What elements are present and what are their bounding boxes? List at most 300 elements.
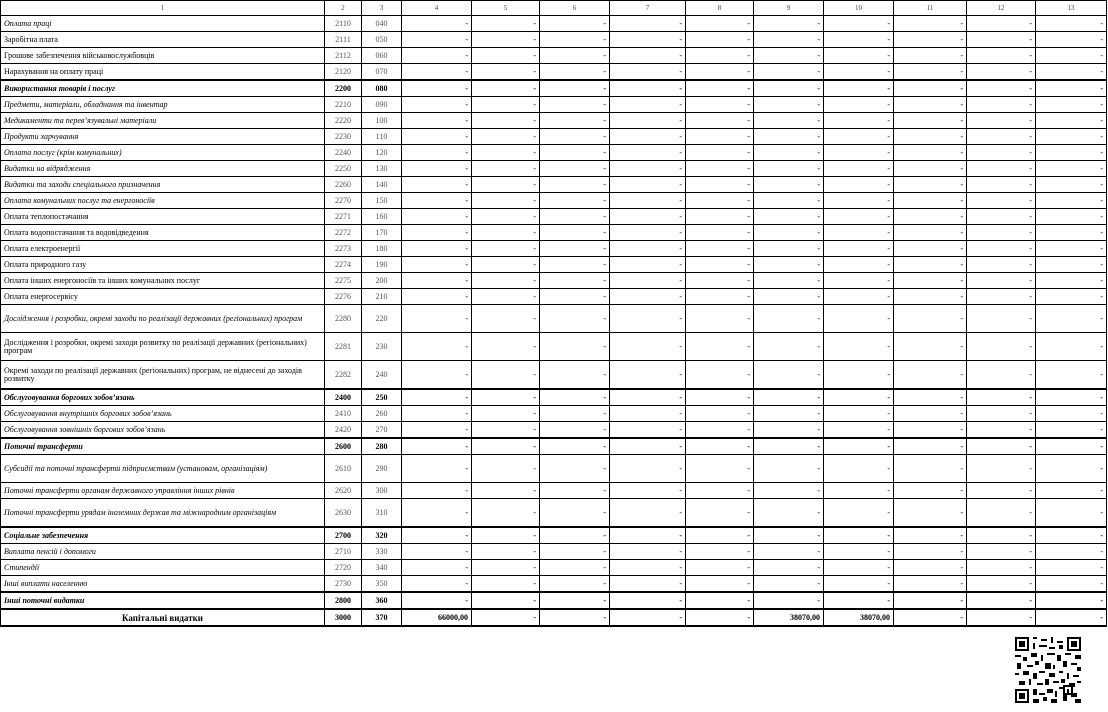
value-cell: - <box>824 527 894 544</box>
line-code: 230 <box>362 333 402 361</box>
value-cell: - <box>686 129 754 145</box>
value-cell: - <box>894 145 967 161</box>
value-cell: - <box>824 48 894 64</box>
value-cell: - <box>1036 32 1107 48</box>
line-code: 270 <box>362 422 402 439</box>
value-cell: - <box>402 499 472 528</box>
value-cell: - <box>686 422 754 439</box>
line-code: 040 <box>362 16 402 32</box>
table-row <box>1 483 1107 499</box>
value-cell: - <box>540 609 610 626</box>
value-cell: - <box>540 527 610 544</box>
value-cell: - <box>610 193 686 209</box>
value-cell: - <box>686 305 754 333</box>
value-cell: - <box>967 225 1036 241</box>
kekv-code: 2730 <box>325 576 362 593</box>
line-code: 110 <box>362 129 402 145</box>
value-cell: - <box>967 422 1036 439</box>
table-row <box>1 241 1107 257</box>
kekv-code: 2280 <box>325 305 362 333</box>
value-cell: - <box>754 592 824 609</box>
value-cell: - <box>402 527 472 544</box>
value-cell: - <box>1036 483 1107 499</box>
value-cell: - <box>754 305 824 333</box>
value-cell: - <box>472 406 540 422</box>
value-cell: - <box>540 64 610 81</box>
kekv-code: 2600 <box>325 438 362 455</box>
value-cell: - <box>754 544 824 560</box>
kekv-code: 2276 <box>325 289 362 305</box>
line-code: 150 <box>362 193 402 209</box>
line-code: 340 <box>362 560 402 576</box>
row-label: Продукти харчування <box>1 129 325 145</box>
value-cell: - <box>1036 193 1107 209</box>
value-cell: - <box>1036 64 1107 81</box>
value-cell: - <box>540 273 610 289</box>
value-cell: - <box>402 576 472 593</box>
row-label: Оплата послуг (крім комунальних) <box>1 145 325 161</box>
value-cell: - <box>540 333 610 361</box>
kekv-code: 2210 <box>325 97 362 113</box>
value-cell: - <box>967 483 1036 499</box>
value-cell: - <box>472 145 540 161</box>
value-cell: - <box>472 576 540 593</box>
table-row <box>1 225 1107 241</box>
value-cell: - <box>610 161 686 177</box>
column-number-8: 8 <box>686 1 754 16</box>
kekv-code: 2800 <box>325 592 362 609</box>
value-cell: - <box>686 32 754 48</box>
value-cell: - <box>967 499 1036 528</box>
kekv-code: 2710 <box>325 544 362 560</box>
value-cell: - <box>754 333 824 361</box>
value-cell: - <box>402 305 472 333</box>
value-cell: - <box>540 32 610 48</box>
value-cell: - <box>894 406 967 422</box>
value-cell: - <box>402 177 472 193</box>
value-cell: - <box>402 273 472 289</box>
value-cell: - <box>610 389 686 406</box>
value-cell: - <box>1036 177 1107 193</box>
value-cell: - <box>686 389 754 406</box>
value-cell: - <box>610 455 686 483</box>
value-cell: - <box>540 145 610 161</box>
row-label: Предмети, матеріали, обладнання та інвентар <box>1 97 325 113</box>
value-cell: - <box>610 225 686 241</box>
kekv-code: 2120 <box>325 64 362 81</box>
row-label: Грошове забезпечення військовослужбовців <box>1 48 325 64</box>
value-cell: - <box>1036 560 1107 576</box>
row-label: Нарахування на оплату праці <box>1 64 325 81</box>
value-cell: - <box>967 64 1036 81</box>
value-cell: - <box>754 16 824 32</box>
value-cell: - <box>824 177 894 193</box>
kekv-code: 2700 <box>325 527 362 544</box>
value-cell: - <box>967 177 1036 193</box>
row-label: Оплата теплопостачання <box>1 209 325 225</box>
column-number-10: 10 <box>824 1 894 16</box>
value-cell: - <box>402 64 472 81</box>
value-cell: - <box>894 257 967 273</box>
row-label: Поточні трансферти урядам іноземних держав та міжнародним організаціям <box>1 499 325 528</box>
column-number-5: 5 <box>472 1 540 16</box>
value-cell: - <box>540 225 610 241</box>
row-label: Обслуговування внутрішніх боргових зобов’язань <box>1 406 325 422</box>
line-code: 310 <box>362 499 402 528</box>
value-cell: - <box>824 361 894 390</box>
kekv-code: 2272 <box>325 225 362 241</box>
value-cell: - <box>472 209 540 225</box>
value-cell: - <box>894 333 967 361</box>
value-cell: - <box>754 527 824 544</box>
row-label: Заробітна плата <box>1 32 325 48</box>
kekv-code: 2275 <box>325 273 362 289</box>
value-cell: - <box>686 609 754 626</box>
line-code: 210 <box>362 289 402 305</box>
kekv-code: 2230 <box>325 129 362 145</box>
value-cell: - <box>894 241 967 257</box>
value-cell: - <box>610 241 686 257</box>
table-row <box>1 389 1107 406</box>
table-row <box>1 527 1107 544</box>
value-cell: - <box>1036 113 1107 129</box>
value-cell: - <box>472 64 540 81</box>
value-cell: - <box>472 32 540 48</box>
value-cell: - <box>610 305 686 333</box>
table-row <box>1 257 1107 273</box>
value-cell: - <box>754 161 824 177</box>
value-cell: - <box>402 209 472 225</box>
value-cell: - <box>754 225 824 241</box>
table-row <box>1 406 1107 422</box>
value-cell: - <box>540 576 610 593</box>
value-cell: - <box>1036 592 1107 609</box>
value-cell: - <box>754 241 824 257</box>
value-cell: - <box>686 16 754 32</box>
value-cell: - <box>402 544 472 560</box>
line-code: 220 <box>362 305 402 333</box>
value-cell: - <box>686 64 754 81</box>
value-cell: - <box>754 560 824 576</box>
value-cell: - <box>754 48 824 64</box>
row-label: Оплата інших енергоносіїв та інших комунальних послуг <box>1 273 325 289</box>
value-cell: - <box>1036 209 1107 225</box>
value-cell: - <box>686 527 754 544</box>
value-cell: - <box>824 406 894 422</box>
value-cell: - <box>686 273 754 289</box>
value-cell: - <box>754 499 824 528</box>
value-cell: 38070,00 <box>824 609 894 626</box>
value-cell: - <box>540 241 610 257</box>
value-cell: - <box>610 97 686 113</box>
value-cell: - <box>540 193 610 209</box>
value-cell: - <box>472 592 540 609</box>
value-cell: - <box>754 145 824 161</box>
value-cell: - <box>824 225 894 241</box>
value-cell: - <box>894 560 967 576</box>
line-code: 140 <box>362 177 402 193</box>
value-cell: - <box>472 177 540 193</box>
value-cell: - <box>967 389 1036 406</box>
value-cell: - <box>1036 48 1107 64</box>
value-cell: - <box>754 257 824 273</box>
value-cell: - <box>686 80 754 97</box>
value-cell: - <box>402 32 472 48</box>
value-cell: - <box>967 48 1036 64</box>
value-cell: - <box>1036 305 1107 333</box>
row-label: Інші виплати населенню <box>1 576 325 593</box>
value-cell: - <box>686 97 754 113</box>
value-cell: - <box>402 16 472 32</box>
value-cell: - <box>894 483 967 499</box>
value-cell: - <box>610 273 686 289</box>
table-row <box>1 32 1107 48</box>
value-cell: - <box>967 257 1036 273</box>
kekv-code: 2720 <box>325 560 362 576</box>
value-cell: - <box>1036 273 1107 289</box>
value-cell: - <box>472 560 540 576</box>
value-cell: - <box>894 209 967 225</box>
kekv-code: 2620 <box>325 483 362 499</box>
value-cell: - <box>967 241 1036 257</box>
value-cell: - <box>754 273 824 289</box>
value-cell: - <box>686 161 754 177</box>
line-code: 250 <box>362 389 402 406</box>
value-cell: - <box>686 193 754 209</box>
kekv-code: 2282 <box>325 361 362 390</box>
column-number-2: 2 <box>325 1 362 16</box>
value-cell: - <box>967 32 1036 48</box>
value-cell: - <box>610 333 686 361</box>
value-cell: - <box>472 389 540 406</box>
value-cell: - <box>824 161 894 177</box>
table-row <box>1 113 1107 129</box>
value-cell: - <box>894 80 967 97</box>
table-row <box>1 609 1107 626</box>
value-cell: - <box>472 544 540 560</box>
value-cell: - <box>686 576 754 593</box>
value-cell: - <box>824 438 894 455</box>
table-row <box>1 305 1107 333</box>
value-cell: - <box>402 97 472 113</box>
value-cell: - <box>754 361 824 390</box>
value-cell: - <box>686 455 754 483</box>
value-cell: - <box>610 527 686 544</box>
value-cell: - <box>472 609 540 626</box>
value-cell: - <box>402 113 472 129</box>
value-cell: - <box>402 592 472 609</box>
value-cell: - <box>967 16 1036 32</box>
value-cell: - <box>1036 609 1107 626</box>
value-cell: - <box>1036 576 1107 593</box>
value-cell: - <box>824 32 894 48</box>
value-cell: - <box>540 361 610 390</box>
value-cell: - <box>754 64 824 81</box>
value-cell: - <box>402 483 472 499</box>
value-cell: - <box>967 145 1036 161</box>
value-cell: - <box>894 438 967 455</box>
row-label: Медикаменти та перев’язувальні матеріали <box>1 113 325 129</box>
value-cell: - <box>967 406 1036 422</box>
value-cell: - <box>686 145 754 161</box>
column-number-11: 11 <box>894 1 967 16</box>
table-row <box>1 333 1107 361</box>
value-cell: - <box>1036 80 1107 97</box>
line-code: 290 <box>362 455 402 483</box>
value-cell: - <box>1036 527 1107 544</box>
kekv-code: 2200 <box>325 80 362 97</box>
value-cell: - <box>402 241 472 257</box>
value-cell: - <box>754 80 824 97</box>
value-cell: - <box>894 16 967 32</box>
table-row <box>1 16 1107 32</box>
row-label: Виплата пенсій і допомоги <box>1 544 325 560</box>
column-number-7: 7 <box>610 1 686 16</box>
value-cell: - <box>610 422 686 439</box>
value-cell: - <box>824 422 894 439</box>
value-cell: - <box>824 289 894 305</box>
kekv-code: 2630 <box>325 499 362 528</box>
value-cell: - <box>894 113 967 129</box>
value-cell: - <box>610 16 686 32</box>
column-number-3: 3 <box>362 1 402 16</box>
kekv-code: 2220 <box>325 113 362 129</box>
value-cell: - <box>824 305 894 333</box>
value-cell: - <box>824 273 894 289</box>
value-cell: - <box>472 16 540 32</box>
kekv-code: 2273 <box>325 241 362 257</box>
value-cell: - <box>402 80 472 97</box>
kekv-code: 2250 <box>325 161 362 177</box>
value-cell: - <box>967 305 1036 333</box>
value-cell: - <box>610 177 686 193</box>
table-row <box>1 161 1107 177</box>
column-number-9: 9 <box>754 1 824 16</box>
value-cell: - <box>472 161 540 177</box>
value-cell: - <box>472 305 540 333</box>
value-cell: - <box>402 560 472 576</box>
value-cell: - <box>967 273 1036 289</box>
value-cell: - <box>472 527 540 544</box>
value-cell: - <box>754 438 824 455</box>
value-cell: - <box>967 209 1036 225</box>
table-row <box>1 544 1107 560</box>
value-cell: - <box>610 209 686 225</box>
row-label: Поточні трансферти <box>1 438 325 455</box>
row-label: Обслуговування зовнішніх боргових зобов’язань <box>1 422 325 439</box>
row-label: Соціальне забезпечення <box>1 527 325 544</box>
value-cell: - <box>472 193 540 209</box>
value-cell: - <box>894 273 967 289</box>
value-cell: - <box>894 361 967 390</box>
qr-code <box>1015 637 1081 703</box>
value-cell: - <box>967 609 1036 626</box>
table-row <box>1 145 1107 161</box>
report-table-body <box>1 1 1107 627</box>
value-cell: - <box>1036 16 1107 32</box>
value-cell: - <box>472 361 540 390</box>
kekv-code: 2112 <box>325 48 362 64</box>
table-row <box>1 193 1107 209</box>
value-cell: - <box>472 289 540 305</box>
value-cell: - <box>894 389 967 406</box>
table-row <box>1 177 1107 193</box>
line-code: 050 <box>362 32 402 48</box>
line-code: 130 <box>362 161 402 177</box>
value-cell: - <box>686 48 754 64</box>
value-cell: - <box>967 527 1036 544</box>
value-cell: - <box>472 225 540 241</box>
kekv-code: 2281 <box>325 333 362 361</box>
value-cell: - <box>894 64 967 81</box>
value-cell: - <box>610 361 686 390</box>
value-cell: - <box>967 333 1036 361</box>
value-cell: - <box>472 113 540 129</box>
value-cell: - <box>824 16 894 32</box>
value-cell: - <box>1036 129 1107 145</box>
value-cell: - <box>894 129 967 145</box>
value-cell: - <box>472 257 540 273</box>
value-cell: - <box>967 80 1036 97</box>
value-cell: - <box>894 544 967 560</box>
value-cell: - <box>402 129 472 145</box>
row-label: Видатки на відрядження <box>1 161 325 177</box>
value-cell: - <box>402 145 472 161</box>
table-row <box>1 80 1107 97</box>
value-cell: - <box>540 257 610 273</box>
value-cell: - <box>824 389 894 406</box>
line-code: 080 <box>362 80 402 97</box>
table-row <box>1 273 1107 289</box>
value-cell: - <box>686 483 754 499</box>
value-cell: - <box>610 80 686 97</box>
value-cell: - <box>472 438 540 455</box>
value-cell: - <box>754 389 824 406</box>
value-cell: - <box>610 289 686 305</box>
value-cell: - <box>754 483 824 499</box>
value-cell: - <box>1036 333 1107 361</box>
row-label: Субсидії та поточні трансферти підприємствам (установам, організаціям) <box>1 455 325 483</box>
value-cell: - <box>402 406 472 422</box>
value-cell: - <box>540 389 610 406</box>
value-cell: - <box>540 305 610 333</box>
value-cell: - <box>402 389 472 406</box>
line-code: 070 <box>362 64 402 81</box>
table-row <box>1 422 1107 439</box>
value-cell: - <box>1036 225 1107 241</box>
value-cell: - <box>610 113 686 129</box>
line-code: 190 <box>362 257 402 273</box>
value-cell: - <box>754 113 824 129</box>
value-cell: - <box>1036 161 1107 177</box>
row-label: Стипендії <box>1 560 325 576</box>
column-number-13: 13 <box>1036 1 1107 16</box>
value-cell: - <box>1036 97 1107 113</box>
value-cell: - <box>967 576 1036 593</box>
line-code: 240 <box>362 361 402 390</box>
table-row <box>1 361 1107 390</box>
value-cell: 38070,00 <box>754 609 824 626</box>
value-cell: - <box>967 544 1036 560</box>
kekv-code: 2274 <box>325 257 362 273</box>
value-cell: - <box>610 609 686 626</box>
value-cell: - <box>967 113 1036 129</box>
value-cell: - <box>472 48 540 64</box>
value-cell: - <box>1036 389 1107 406</box>
table-row <box>1 455 1107 483</box>
value-cell: - <box>540 406 610 422</box>
value-cell: - <box>686 113 754 129</box>
